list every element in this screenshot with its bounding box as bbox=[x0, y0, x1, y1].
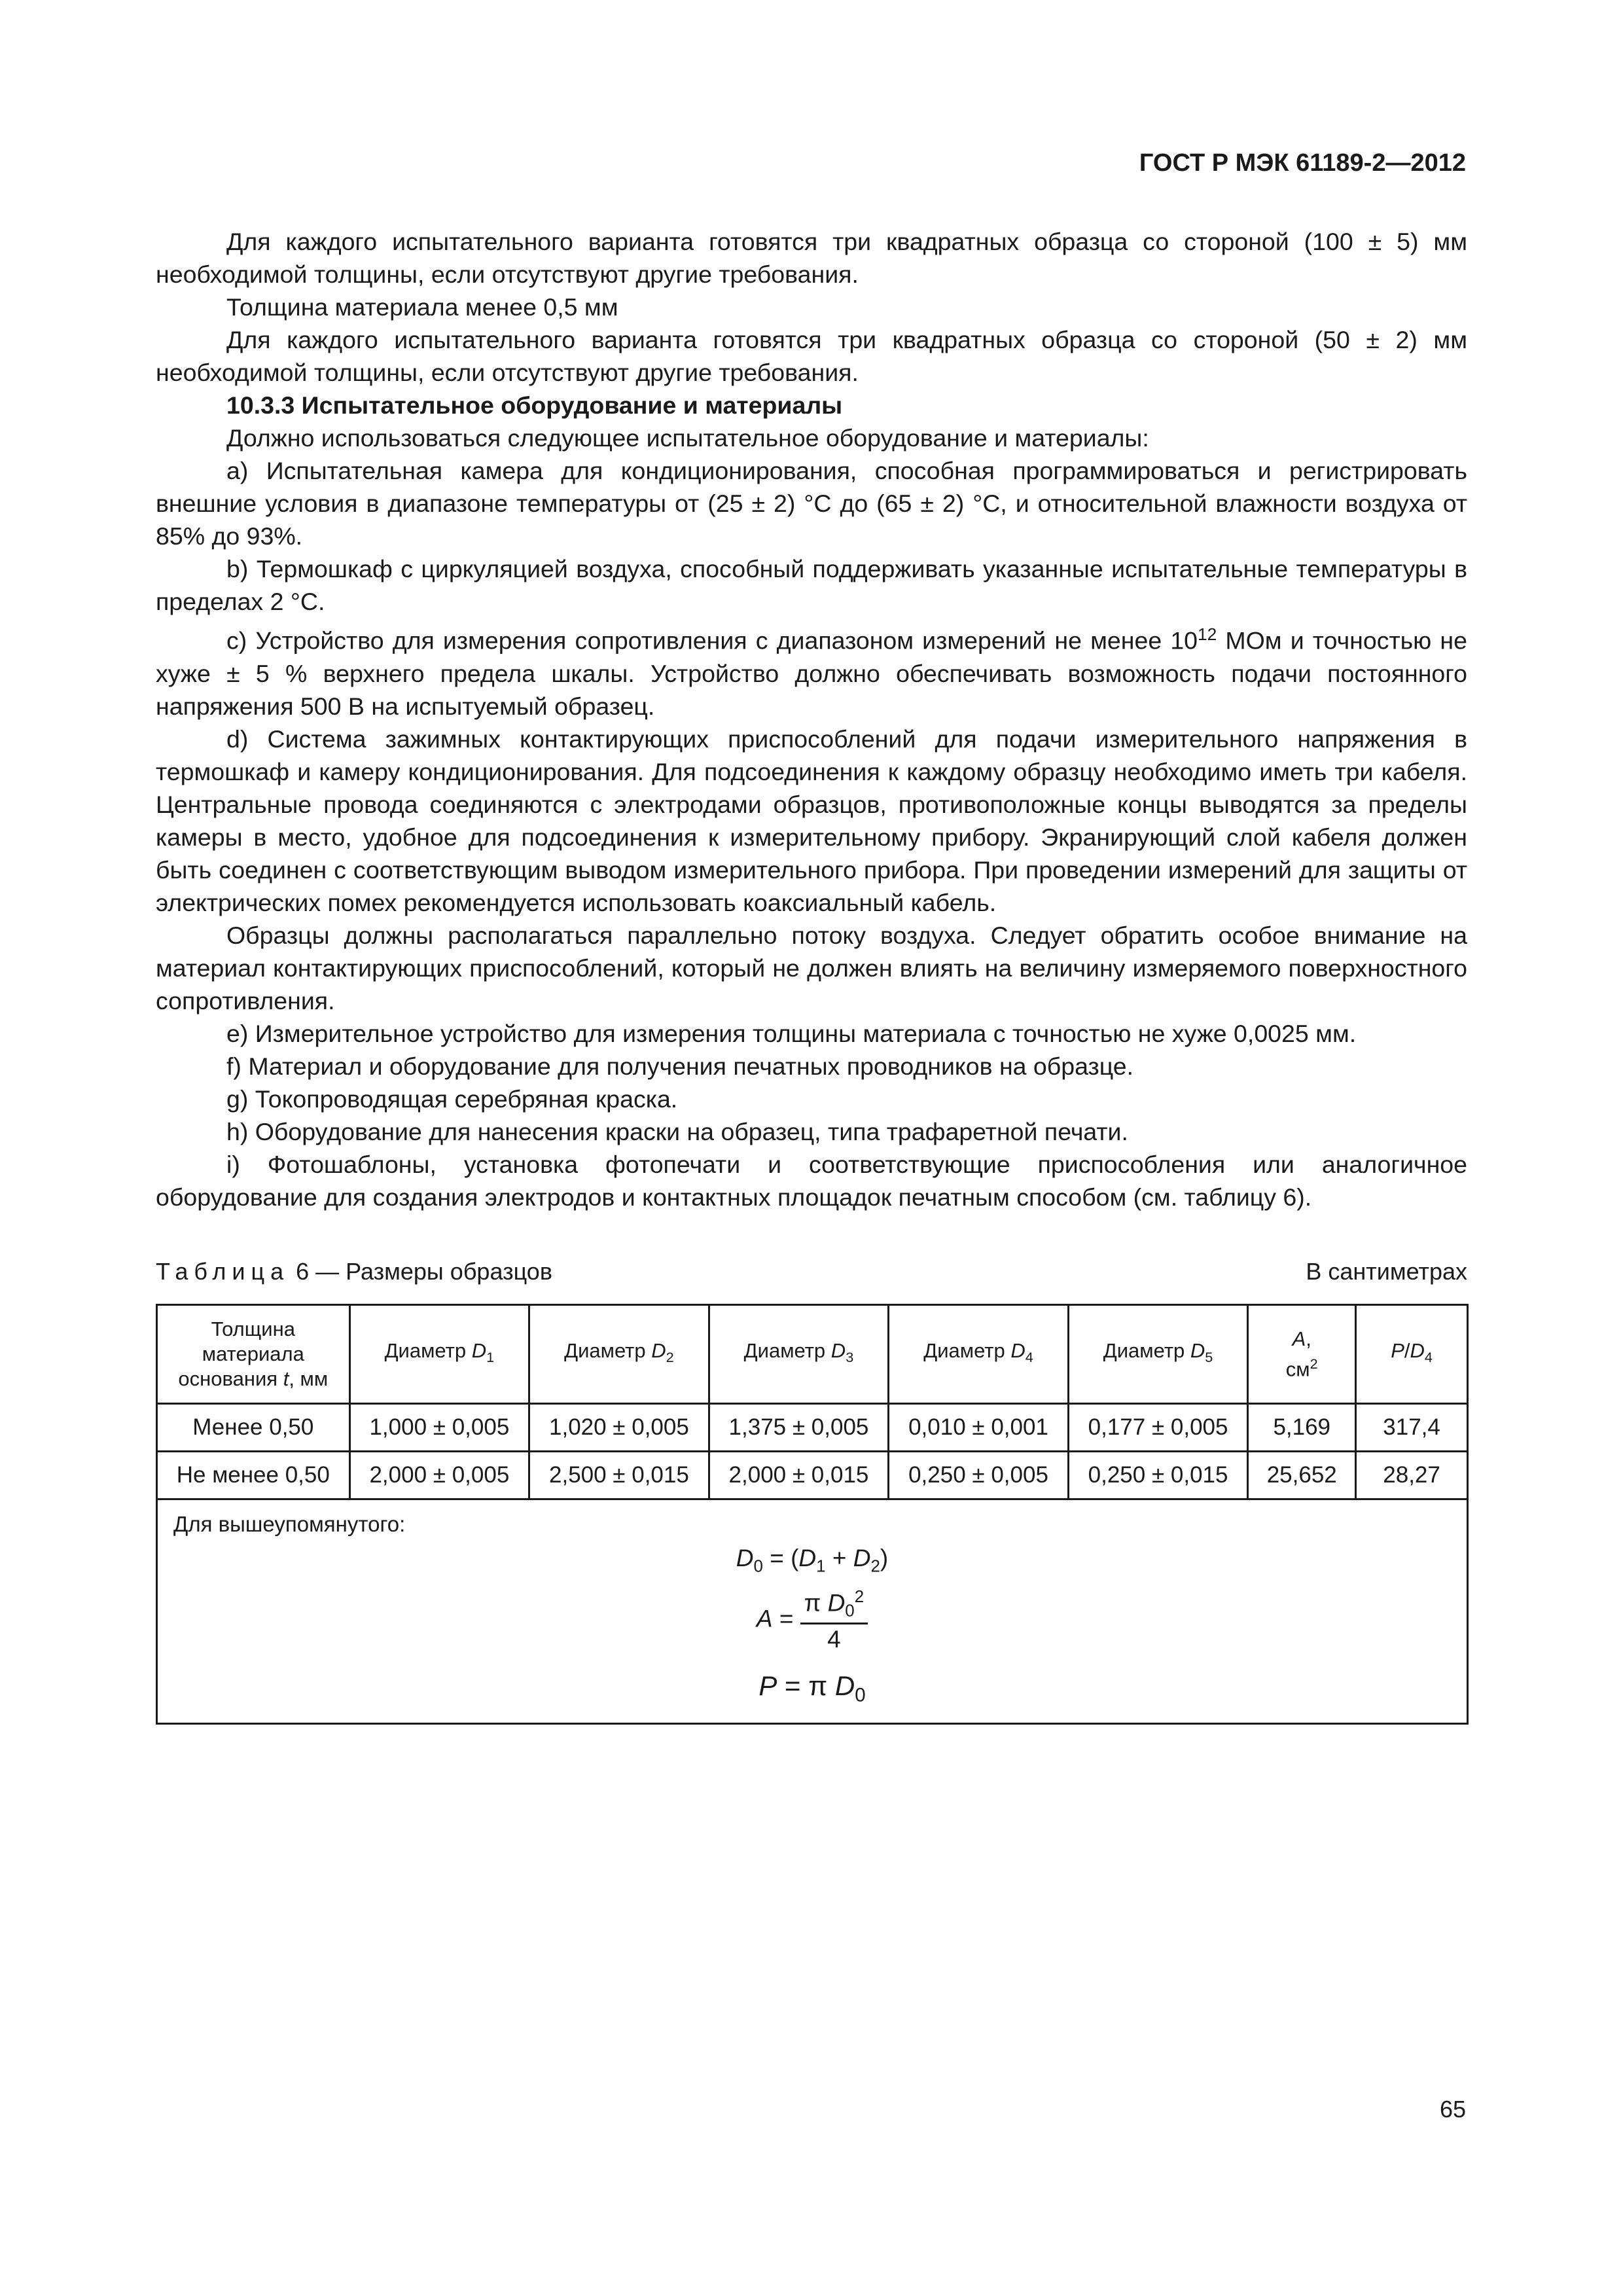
notes-label: Для вышеупомянутого: bbox=[173, 1512, 406, 1536]
document-code: ГОСТ Р МЭК 61189-2—2012 bbox=[1139, 149, 1466, 177]
list-item-b: b) Термошкаф с циркуляцией воздуха, способный поддерживать указанные испытательные температуры в пределах 2 °С. bbox=[156, 555, 1467, 615]
paragraph: Образцы должны располагаться параллельно потоку воздуха. Следует обратить особое внимание на материал контактирующих приспособлений, который не должен влиять на величину измеряемого поверхностного сопротивления. bbox=[156, 921, 1467, 1014]
table-cell: 1,000 ± 0,005 bbox=[349, 1404, 529, 1452]
page-number: 65 bbox=[1439, 2096, 1466, 2123]
header-diameter-3: Диаметр $D_3$ bbox=[709, 1305, 889, 1404]
table-cell: 5,169 bbox=[1248, 1404, 1356, 1452]
paragraph: Для каждого испытательного варианта готовятся три квадратных образца со стороной (50 ± 2) мм необходимой толщины, если отсутствуют другие требования. bbox=[156, 326, 1467, 386]
table-cell: 317,4 bbox=[1356, 1404, 1468, 1452]
table-caption-lead: Таблица bbox=[156, 1258, 290, 1285]
table-cell: Не менее 0,50 bbox=[157, 1452, 350, 1499]
table-header-row bbox=[157, 1305, 1468, 1404]
header-diameter-5: Диаметр $D_5$ bbox=[1068, 1305, 1248, 1404]
table-cell: 1,020 ± 0,005 bbox=[529, 1404, 709, 1452]
table-cell: 1,375 ± 0,005 bbox=[709, 1404, 889, 1452]
list-item-f: f) Материал и оборудование для получения печатных проводников на образце. bbox=[226, 1052, 1134, 1080]
table-row bbox=[157, 1452, 1468, 1499]
list-item-c bbox=[156, 618, 1467, 723]
item-c-exponent: 12 bbox=[1198, 624, 1217, 644]
header-thickness: Толщина материала основания t, мм bbox=[157, 1305, 350, 1404]
section-heading: 10.3.3 Испытательное оборудование и материалы bbox=[226, 391, 843, 419]
table-caption-row bbox=[156, 1258, 1467, 1285]
table-cell: 2,000 ± 0,015 bbox=[709, 1452, 889, 1499]
paragraph: Толщина материала менее 0,5 мм bbox=[226, 293, 618, 321]
paragraph: Для каждого испытательного варианта готовятся три квадратных образца со стороной (100 ± 5) мм необходимой толщины, если отсутствуют другие требования. bbox=[156, 228, 1467, 288]
list-item-i: i) Фотошаблоны, установка фотопечати и соответствующие приспособления или аналогичное оборудование для создания электродов и контактных площадок печатным способом (см. таблицу 6). bbox=[156, 1150, 1467, 1211]
table-units: В сантиметрах bbox=[1306, 1258, 1467, 1285]
header-ratio: $P/D_4$ bbox=[1356, 1305, 1468, 1404]
table-cell: 2,500 ± 0,015 bbox=[529, 1452, 709, 1499]
formula-perimeter: P = π $D_0$ bbox=[758, 1670, 866, 1706]
header-area: A, $см^2$ bbox=[1248, 1305, 1356, 1404]
dimensions-table bbox=[156, 1304, 1469, 1725]
table-cell: 2,000 ± 0,005 bbox=[349, 1452, 529, 1499]
table-row bbox=[157, 1404, 1468, 1452]
header-diameter-1: Диаметр $D_1$ bbox=[349, 1305, 529, 1404]
list-item-g: g) Токопроводящая серебряная краска. bbox=[226, 1085, 678, 1113]
table-notes-cell bbox=[157, 1499, 1468, 1724]
body-text bbox=[156, 225, 1467, 1213]
table-cell: 0,250 ± 0,005 bbox=[889, 1452, 1069, 1499]
table-cell: 28,27 bbox=[1356, 1452, 1468, 1499]
item-c-text-start: c) Устройство для измерения сопротивления с диапазоном измерений не менее 10 bbox=[226, 626, 1198, 655]
paragraph: Должно использоваться следующее испытательное оборудование и материалы: bbox=[226, 424, 1149, 452]
header-diameter-2: Диаметр $D_2$ bbox=[529, 1305, 709, 1404]
table-cell: 0,177 ± 0,005 bbox=[1068, 1404, 1248, 1452]
table-caption-title: 6 — Размеры образцов bbox=[289, 1258, 552, 1285]
table-cell: Менее 0,50 bbox=[157, 1404, 350, 1452]
list-item-d: d) Система зажимных контактирующих приспособлений для подачи измерительного напряжения в термошкаф и камеру кондиционирования. Для подсоединения к каждому образцу необходимо иметь три кабеля. Центральные провода соединяются с электродами образцов, противоположные концы выводятся за пределы камеры в место, удобное для подсоединения к измерительному прибору. Экранирующий слой кабеля должен быть соединен с соответствующим выводом измерительного прибора. При проведении измерений для защиты от электрических помех рекомендуется использовать коаксиальный кабель. bbox=[156, 725, 1467, 916]
header-diameter-4: Диаметр $D_4$ bbox=[889, 1305, 1069, 1404]
area-fraction: $\frac{\pi D_0^2}{4}$ bbox=[800, 1588, 868, 1653]
formula-d0: $D_0 = (D_1 + D_2)$ bbox=[736, 1545, 889, 1576]
list-item-e: e) Измерительное устройство для измерения толщины материала с точностью не хуже 0,0025 мм. bbox=[226, 1019, 1357, 1047]
table-cell: 25,652 bbox=[1248, 1452, 1356, 1499]
list-item-a: a) Испытательная камера для кондиционирования, способная программироваться и регистрировать внешние условия в диапазоне температуры от (25 ± 2) °С до (65 ± 2) °С, и относительной влажности воздуха от 85% до 93%. bbox=[156, 457, 1467, 550]
table-notes-row bbox=[157, 1499, 1468, 1724]
list-item-h: h) Оборудование для нанесения краски на образец, типа трафаретной печати. bbox=[226, 1117, 1128, 1145]
table-cell: 0,010 ± 0,001 bbox=[889, 1404, 1069, 1452]
table-cell: 0,250 ± 0,015 bbox=[1068, 1452, 1248, 1499]
formula-area: A = $\frac{\pi D_0^2}{4}$ bbox=[158, 1588, 1467, 1653]
table-caption bbox=[156, 1258, 552, 1285]
item-c-text-end: МОм и точностью не хуже ± 5 % верхнего предела шкалы. Устройство должно обеспечивать возможность подачи постоянного напряжения 500 В на испытуемый образец. bbox=[156, 626, 1467, 720]
